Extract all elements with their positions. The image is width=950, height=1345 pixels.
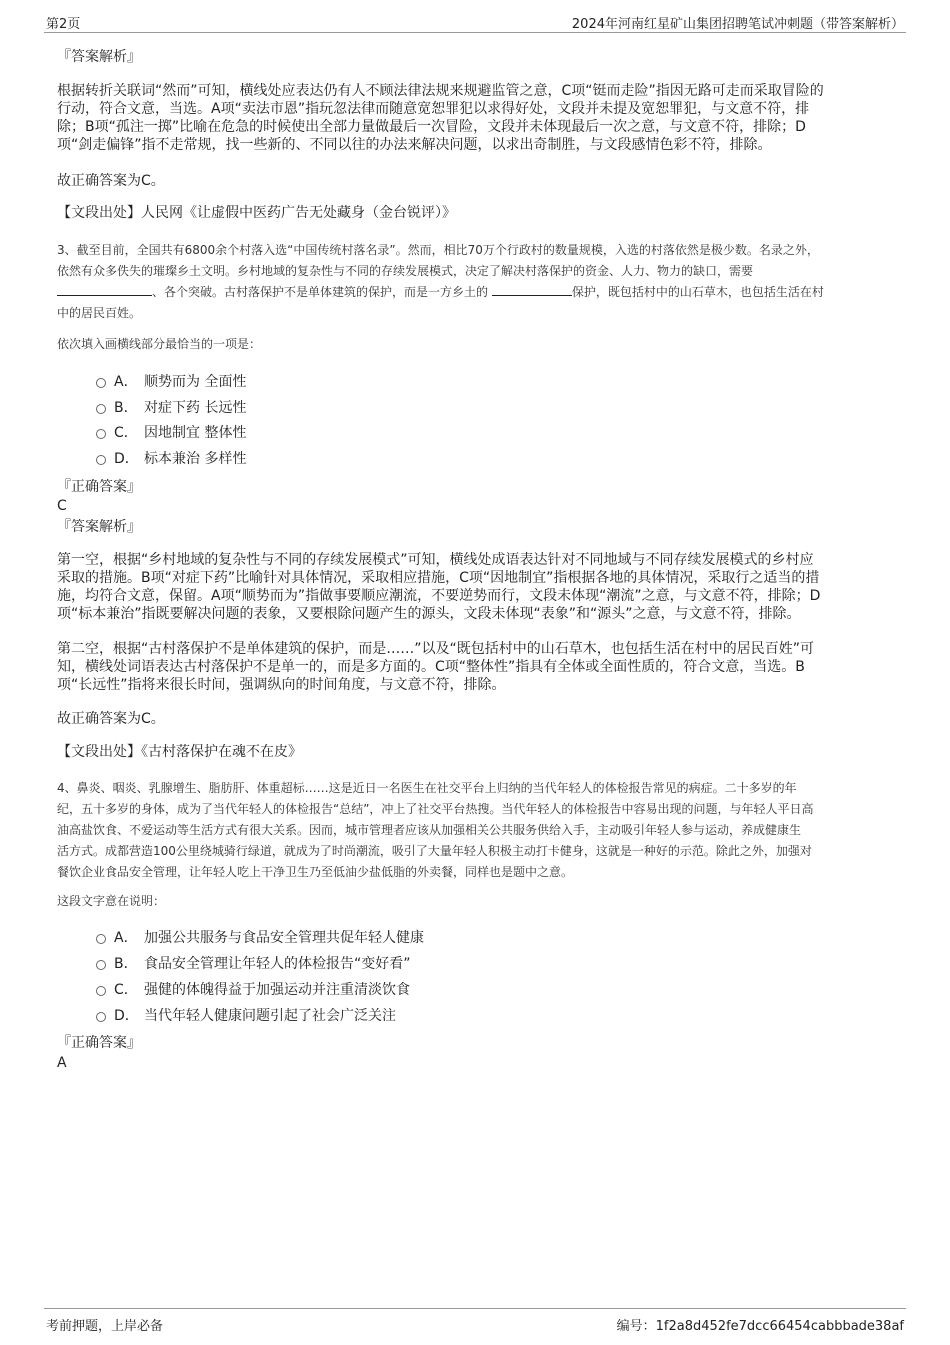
page-footer [44,1308,906,1333]
analysis-line: 采取的措施。B项“对症下药”比喻针对具体情况，采取相应措施，C项“因地制宜”指根据各地的具体情况，采取行之适当的措 [57,570,820,586]
q4-stem-line: 餐饮企业食品安全管理，让年轻人吃上干净卫生乃至低油少盐低脂的外卖餐，同样也是题中之意。 [57,865,574,879]
q4-stem-line: 4、鼻炎、咽炎、乳腺增生、脂肪肝、体重超标……这是近日一名医生在社交平台上归纳的当代年轻人的体检报告常见的病症。二十多岁的年 [57,781,797,795]
q4-stem [57,778,893,883]
radio-icon[interactable] [96,455,106,465]
radio-icon[interactable] [96,378,106,388]
radio-icon[interactable] [96,1012,106,1022]
q3-stem-fragment: 保护，既包括村中的山石草木，也包括生活在村 [571,285,824,299]
option-letter: A． [114,930,138,946]
analysis-line: 第二空，根据“古村落保护不是单体建筑的保护，而是……”以及“既包括村中的山石草木，也包括生活在村中的居民百姓”可 [57,641,815,657]
q2-analysis-line: 除；B项“孤注一掷”比喻在危急的时候使出全部力量做最后一次冒险，文段并未体现最后一次之意，与文意不符，排除；D [57,119,806,135]
option-text: 食品安全管理让年轻人的体检报告“变好看” [144,956,411,972]
q2-analysis-label: 『答案解析』 [57,49,141,65]
document-title: 2024年河南红星矿山集团招聘笔试冲刺题（带答案解析） [571,17,904,32]
radio-icon[interactable] [96,404,106,414]
q3-source: 【文段出处】《古村落保护在魂不在皮》 [57,744,302,760]
option-text: 强健的体魄得益于加强运动并注重清淡饮食 [144,982,410,998]
q4-stem-line: 油高盐饮食、不爱运动等生活方式有很大关系。因而，城市管理者应该从加强相关公共服务供给入手，主动吸引年轻人参与运动，养成健康生 [57,823,802,837]
radio-icon[interactable] [96,986,106,996]
analysis-line: 第一空，根据“乡村地域的复杂性与不同的存续发展模式”可知，横线处成语表达针对不同地域与不同存续发展模式的乡村应 [57,552,814,568]
option-letter: C． [114,982,138,998]
q3-option-c[interactable] [96,424,246,442]
q4-prompt: 这段文字意在说明： [57,894,166,908]
analysis-line: 项“长远性”指将来很长时间，强调纵向的时间角度，与文意不符，排除。 [57,677,506,693]
fill-blank-2 [492,282,572,296]
option-letter: B． [114,400,138,416]
q2-analysis-line: 项“剑走偏锋”指不走常规，找一些新的、不同以往的办法来解决问题，以求出奇制胜，与文段感情色彩不符，排除。 [57,137,772,153]
analysis-line: 知，横线处词语表达古村落保护不是单一的，而是多方面的。C项“整体性”指具有全体或全面性质的，符合文意，当选。B [57,659,805,675]
q4-option-a[interactable] [96,929,424,947]
q3-stem [57,240,893,324]
q2-source: 【文段出处】人民网《让虚假中医药广告无处藏身（金台锐评）》 [57,205,456,221]
q3-stem-line: 3、截至目前，全国共有6800余个村落入选“中国传统村落名录”。然而，相比70万个行政村的数量规模，入选的村落依然是极少数。名录之外， [57,243,819,257]
q3-option-a[interactable] [96,373,246,391]
q2-analysis [57,82,893,154]
q2-analysis-line: 行动，符合文意，当选。A项“卖法市恩”指玩忽法律而随意宽恕罪犯以求得好处，文段并未提及宽恕罪犯，与文意不符，排 [57,101,810,117]
option-letter: B． [114,956,138,972]
analysis-line: 施，均符合文意，保留。A项“顺势而为”指做事要顺应潮流，不要逆势而行，文段未体现“潮流”之意，与文意不符，排除；D [57,588,821,604]
q4-option-b[interactable] [96,955,411,973]
q4-stem-line: 纪，五十多岁的身体，成为了当代年轻人的体检报告“总结”，冲上了社交平台热搜。当代年轻人的体检报告中容易出现的问题，与年轻人平日高 [57,802,814,816]
option-text: 当代年轻人健康问题引起了社会广泛关注 [144,1008,396,1024]
option-text: 顺势而为 全面性 [144,374,247,390]
option-text: 对症下药 长远性 [144,400,247,416]
q3-stem-fragment: 、各个突破。古村落保护不是单体建筑的保护，而是一方乡土的 [152,285,489,299]
option-text: 加强公共服务与食品安全管理共促年轻人健康 [144,930,424,946]
q3-analysis-para2 [57,640,893,694]
q3-answer: C [57,498,67,514]
q3-prompt: 依次填入画横线部分最恰当的一项是： [57,337,262,351]
footer-slogan: 考前押题，上岸必备 [46,1319,164,1334]
analysis-line: 项“标本兼治”指既要解决问题的表象，又要根除问题产生的源头，文段未体现“表象”和“源头”之意，与文意不符，排除。 [57,606,801,622]
q3-stem-line: 中的居民百姓。 [57,306,142,320]
q3-option-d[interactable] [96,450,246,468]
q4-answer-label: 『正确答案』 [57,1035,141,1051]
q2-analysis-line: 根据转折关联词“然而”可知，横线处应表达仍有人不顾法律法规来规避监管之意，C项“铤而走险”指因无路可走而采取冒险的 [57,83,824,99]
q4-option-d[interactable] [96,1007,396,1025]
option-letter: D． [114,1008,139,1024]
q3-conclusion: 故正确答案为C。 [57,711,165,727]
q3-stem-line [57,282,893,303]
q3-option-b[interactable] [96,399,246,417]
radio-icon[interactable] [96,960,106,970]
q3-answer-label: 『正确答案』 [57,479,141,495]
page-header [44,12,906,33]
option-letter: A． [114,374,138,390]
q3-analysis-label: 『答案解析』 [57,519,141,535]
fill-blank-1 [57,282,152,296]
q2-conclusion: 故正确答案为C。 [57,173,165,189]
q4-answer: A [57,1055,67,1071]
q3-stem-line: 依然有众多佚失的璀璨乡土文明。乡村地域的复杂性与不同的存续发展模式，决定了解决村落保护的资金、人力、物力的缺口，需要 [57,264,754,278]
q4-option-c[interactable] [96,981,410,999]
option-text: 标本兼治 多样性 [144,451,247,467]
option-letter: C． [114,425,138,441]
option-letter: D． [114,451,139,467]
q3-analysis-para1 [57,551,893,623]
radio-icon[interactable] [96,429,106,439]
radio-icon[interactable] [96,934,106,944]
q4-stem-line: 活方式。成都营造100公里绕城骑行绿道，就成为了时尚潮流，吸引了大量年轻人积极主动打卡健身，这就是一种好的示范。除此之外，加强对 [57,844,812,858]
document-id: 编号：1f2a8d452fe7dcc66454cabbbade38af [616,1319,904,1334]
page-number: 第2页 [46,17,81,32]
option-text: 因地制宜 整体性 [144,425,247,441]
